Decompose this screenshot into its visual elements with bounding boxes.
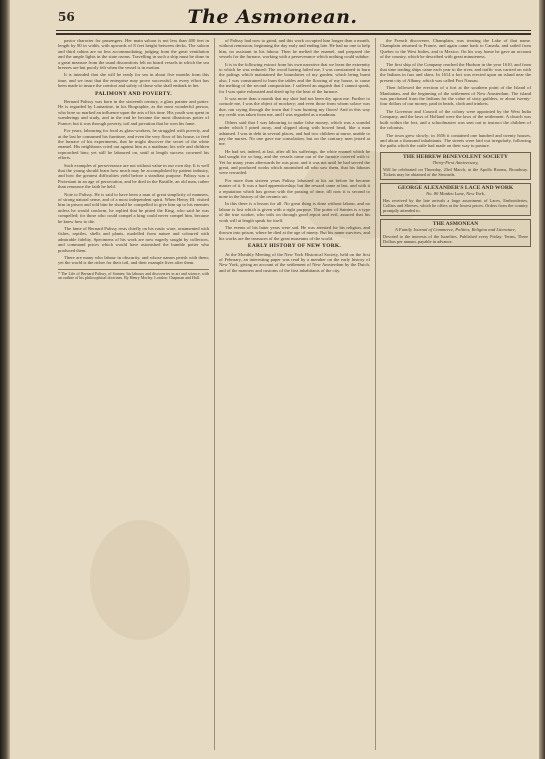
- article-paragraph: The fame of Bernard Palissy rests chiefly on his rustic ware, ornamented with fishes, reptiles, shells and plants, modelled from nature and coloured with admirable fidelity. Specimens of his work are now eagerly sought by collectors, and command prices which would have astonished the humble potter who produced them.: [58, 226, 209, 253]
- advertisement-subtitle: No. 80 Maiden Lane, New York,: [426, 190, 485, 196]
- header-rule: [56, 30, 531, 31]
- advertisement-subtitle: Thirty-First Anniversary,: [432, 159, 479, 165]
- article-paragraph: The events of his latter years were sad. He was arrested for his religion, and thrown into prison, where he died at the age of ninety. But his name survives, and his works are the treasures of the great museums of the world.: [219, 225, 370, 241]
- advertisement: [380, 219, 531, 247]
- article-paragraph: of Palissy had now to grind, and this work occupied him longer than a month, without remission, beginning the day early and ending late. He had no one to help him, no assistant in his labour. Then he melted the enamel, and prepared the vessels for the furnace, working with a perseverance which nothing could subdue.: [219, 38, 370, 60]
- header-rule: [56, 33, 531, 35]
- column-1: [58, 38, 209, 750]
- article-paragraph: It is in the following extract from his own narrative that we learn the extremity to which he was reduced: The wood having failed me, I was constrained to burn the palings which maintained the boundaries of my garden; which being burnt also, I was constrained to burn the tables and the flooring of my house, to cause the melting of the second composition. I suffered an anguish that I cannot speak, for I was quite exhausted and dried up by the heat of the furnace.: [219, 61, 370, 94]
- article-paragraph: For more than sixteen years Palissy laboured at his art before he became master of it. It was a hard apprenticeship; but the reward came at last, and with it a reputation which has grown with the passing of time, till now it is second to none in the history of the ceramic art.: [219, 177, 370, 199]
- column-3: [380, 38, 531, 750]
- article-paragraph: The first ship of the Company reached the Hudson in the year 1610, and from that time trading ships came each year to the river, and traffic was carried on with the Indians in furs and skins. In 1614 a fort was erected upon an island near the present city of Albany, which was called Fort Nassau.: [380, 61, 531, 83]
- column-divider: [214, 38, 215, 750]
- article-paragraph: It is intended that she will be ready for sea in about five months from this time, and we trust that the enterprise may prove successful, as every effort has been made to insure the comfort and safety of those who shall embark in her.: [58, 72, 209, 89]
- article-paragraph: the French discoverer, Champlain, was treating the Lake of that name. Champlain returned to France, and again came back to Canada, and sailed from Quebec to the West Indies, and to Mexico. On his way home he gave an account of the country, which he described with great minuteness.: [380, 38, 531, 60]
- article-paragraph: Such examples of perseverance are not without value in our own day. It is well that the young should learn how much may be accomplished by patient industry, and how the greatest difficulties yield before a steadfast purpose. Palissy was a Protestant in an age of persecution, and he died in the Bastille, an old man, rather than renounce the faith he held.: [58, 162, 209, 190]
- article-paragraph: At the Monthly Meeting of the New York Historical Society, held on the first of February, an interesting paper was read by a member on the early history of New York, giving an account of the settlement of New Amsterdam by the Dutch, and of the manners and customs of the first inhabitants of the city.: [219, 251, 370, 273]
- advertisement-title: THE ASMONEAN: [432, 220, 479, 227]
- article-paragraph: Bernard Palissy was born in the sixteenth century, a glass painter and potter. He is regarded by Lamartine, in his Biographie, as the most wonderful person, who bore so marked an influence upon the arts of his time. His youth was spent in wanderings and study, and in the end he became the most illustrious potter of France; but it was through poverty, toil and privation that he won his fame.: [58, 99, 209, 126]
- article-paragraph: Others said that I was labouring to make false money, which was a scandal under which I pined away, and slipped along with bowed head, like a man ashamed. I was in debt in several places, and had two children at nurse, unable to pay the nurses. No one gave me consolation, but on the contrary men jested at me.: [219, 119, 370, 147]
- book-spine: [0, 0, 10, 759]
- advertisement: [380, 152, 531, 180]
- column-2: [219, 38, 370, 750]
- article-paragraph: The Governor and Council of the colony were appointed by the West India Company, and the laws of Holland were the laws of the settlement. A church was built within the fort, and a schoolmaster was sent out to instruct the children of the colonists.: [380, 108, 531, 131]
- page-number: 56: [58, 10, 75, 24]
- article-paragraph: In this there is a lesson for all. No great thing is done without labour, and no labour is lost which is given with a right purpose. The potter of Saintes is a type of the true worker, who toils on through good report and evil, assured that his work will at length speak for itself.: [219, 201, 370, 223]
- article-paragraph: The town grew slowly; in 1656 it contained one hundred and twenty houses, and about a thousand inhabitants. The streets were laid out irregularly, following the paths which the cattle had made on their way to pasture.: [380, 132, 531, 149]
- advertisement: [380, 183, 531, 216]
- article-paragraph: Note to Palissy. He is said to have been a man of great simplicity of manners, of strong natural sense, and of a most independent spirit. When Henry III. visited him in prison and told him he should be compelled to give him up to his enemies unless he would conform, he replied that he pitied the King, who said he was compelled; for those who could compel a king could never compel him, because he knew how to die.: [58, 191, 209, 224]
- advertisement-text: Will be celebrated on Thursday, 23rd March, at the Apollo Rooms, Broadway. Tickets may be obtained of the Stewards.: [383, 166, 528, 177]
- column-divider: [375, 38, 376, 750]
- footnote: * The Life of Bernard Palissy, of Saintes; his labours and discoveries in art and science, with an outline of his philosophical doctrines. By Henry Morley. London: Chapman and Hall.: [58, 270, 209, 281]
- masthead-title: The Asmonean.: [187, 6, 358, 28]
- advertisement-text: Has received by the late arrivals a large assortment of Laces, Embroideries, Collars and Sleeves, which he offers at the lowest prices. Orders from the country promptly attended to.: [383, 197, 528, 213]
- article-paragraph: It was more than a month that my shirt had not been dry upon me. Further to console me, I was the object of mockery; and even those from whom solace was due, ran crying through the town that I was burning my floors! And in this way my credit was taken from me, and I was regarded as a madman.: [219, 96, 370, 118]
- advertisement-subtitle: A Family Journal of Commerce, Politics, Religion and Literature,: [395, 226, 516, 232]
- advertisement-title: THE HEBREW BENEVOLENT SOCIETY: [403, 153, 508, 160]
- article-paragraph: For years, labouring for food as glass-workers, he struggled with poverty, and at the last he consumed his furniture, and even the very floor of his house, to feed the furnace of his experiments, that he might discover the secret of the white enamel. His neighbours cried out against him as a madman; his wife and children reproached him; yet still he laboured on, until at length success crowned his efforts.: [58, 128, 209, 161]
- article-heading: EARLY HISTORY OF NEW YORK.: [247, 243, 342, 250]
- article-paragraph: There are many who labour in obscurity, and whose names perish with them; yet the world is the richer for their toil, and their example lives after them.: [58, 255, 209, 266]
- article-paragraph: He had set, indeed, at last, after all his sufferings, the white enamel which he had sought for so long, and the vessels came out of the furnace covered with it. Yet for many years afterwards he was poor, and it was not until he had served the great, and produced works which astonished all who saw them, that his labours were rewarded.: [219, 148, 370, 176]
- article-paragraph: pastor character for passengers. Her main saloon is not less than 400 feet in length by 80 in width, with upwards of 8 feet height between decks. The saloon and third cabins are no less accommodating, judging from the great ventilation and the ample lights in the state rooms. Travelling in such a ship must be done in a great measure from the usual discomforts felt on board vessels in which the sea breezes are but poorly felt when the vessel is in motion.: [58, 38, 209, 71]
- article-paragraph: Then followed the erection of a fort at the southern point of the Island of Manhattan, and the beginning of the settlement of New Amsterdam. The island was purchased from the Indians for the value of sixty guilders, or about twenty-four dollars of our money, paid in beads, cloth and trinkets.: [380, 85, 531, 107]
- page-edge: [539, 0, 545, 759]
- advertisement-title: GEORGE ALEXANDER'S LACE AND WORK: [397, 184, 514, 191]
- advertisement-text: Devoted to the interests of the Israelites. Published every Friday. Terms, Three Dollars per annum, payable in advance.: [383, 233, 528, 244]
- article-heading: PALIMONY AND POVERTY.: [95, 90, 172, 97]
